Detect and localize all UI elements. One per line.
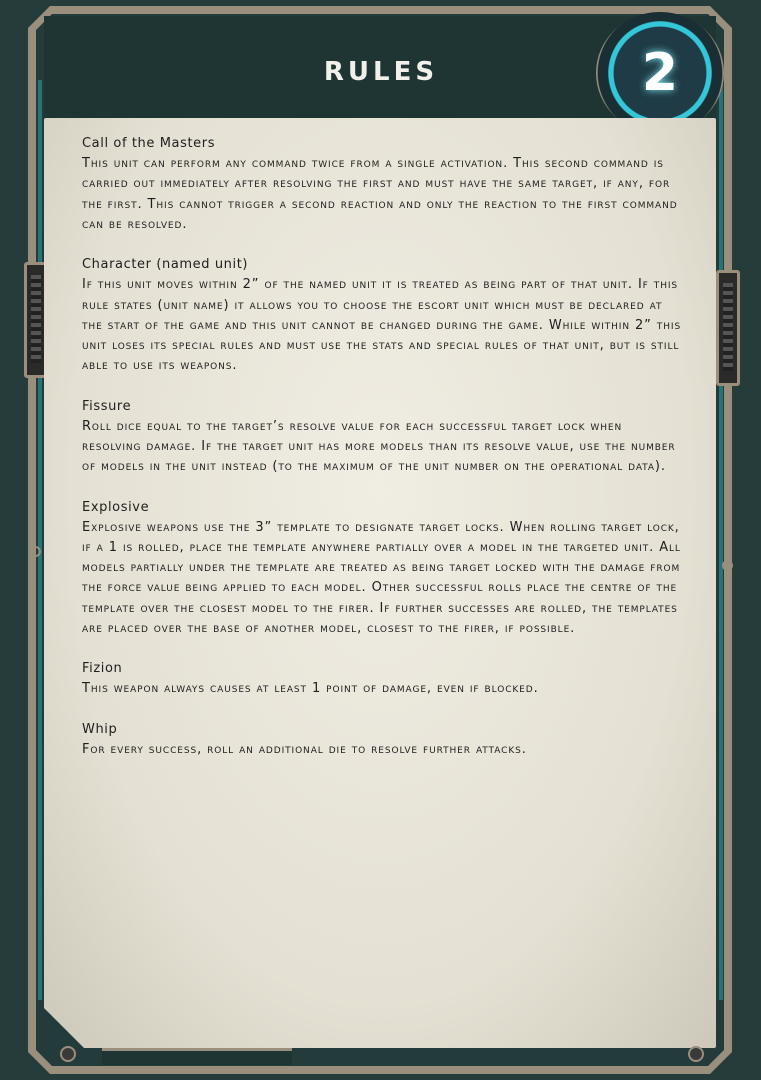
rule-name: Call of the Masters <box>82 136 216 151</box>
rule-text: For every success, roll an additional die to resolve further attacks. <box>82 742 527 758</box>
rule-character <box>82 255 682 376</box>
left-rivet <box>30 546 41 557</box>
rule-text: Explosive weapons use the 3” template to designate target locks. When rolling target lock, if a 1 is rolled, place the template anywhere partially over a model in the targeted unit. All models partially under the template are treated as being target locked with the damage from the force value being applied to each model. Other successful rolls place the centre of the template over the closest model to the firer. If further successes are rolled, the templates are placed over the base of another model, closest to the firer, if possible. <box>82 519 681 636</box>
right-frame-bracket <box>716 270 740 386</box>
rule-fissure <box>82 397 682 478</box>
rule-name: Character (named unit) <box>82 257 249 273</box>
rule-explosive <box>82 498 682 639</box>
rule-name: Explosive <box>82 499 150 515</box>
rule-whip <box>82 720 682 760</box>
rule-name: Fizion <box>82 661 123 677</box>
card-title: RULES <box>323 57 439 87</box>
rules-list <box>82 134 682 780</box>
rule-text: If this unit moves within 2” of the named unit it is treated as being part of that unit. If this rule states (unit name) it allows you to choose the escort unit which must be declared at the start of the game and this unit cannot be changed during the game. While within 2” this unit loses its special rules and must use the stats and special rules of that unit, but is still able to use its weapons. <box>82 277 682 374</box>
rule-call-of-the-masters <box>82 134 682 235</box>
card-number-badge <box>596 12 724 134</box>
rule-text: This weapon always causes at least 1 point of damage, even if blocked. <box>82 681 539 697</box>
footer-accent-bar <box>102 1048 292 1065</box>
card-number: 2 <box>641 43 679 103</box>
rule-name: Fissure <box>82 398 132 414</box>
right-rivet <box>722 560 733 571</box>
rule-text: Roll dice equal to the target’s resolve value for each successful target lock when resolving damage. If the target unit has more models than its resolve value, use the number of models in the unit instead (to the maximum of the unit number on the operational data). <box>82 418 676 475</box>
rule-text: This unit can perform any command twice from a single activation. This second command is carried out immediately after resolving the first and must have the same target, if any, for the first. This cannot trigger a second reaction and only the reaction to the first command can be resolved. <box>82 156 678 232</box>
left-light-rail <box>38 80 42 1000</box>
rule-name: Whip <box>82 721 118 737</box>
corner-screw-bottom-left <box>60 1046 76 1062</box>
right-light-rail <box>719 80 723 1000</box>
rule-fizion <box>82 659 682 699</box>
corner-screw-bottom-right <box>688 1046 704 1062</box>
